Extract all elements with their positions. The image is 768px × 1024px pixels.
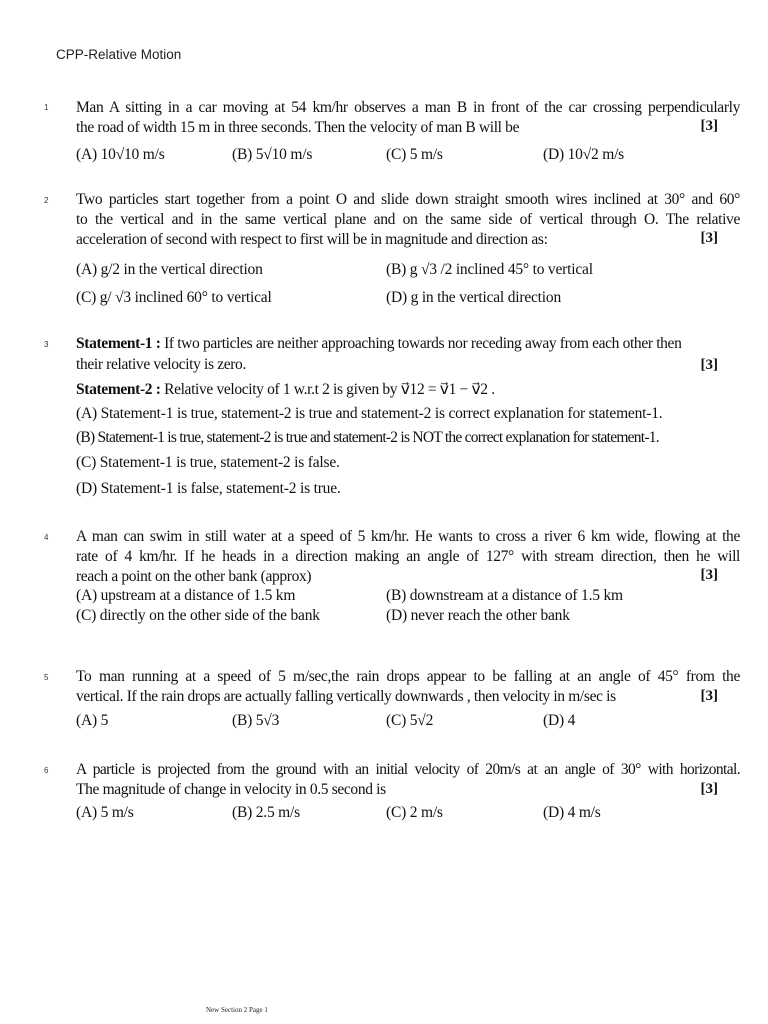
question-text-line: Two particles start together from a point O and slide down straight smooth wires inclined at 30° and 60° xyxy=(76,191,740,208)
option-b: (B) Statement-1 is true, statement-2 is true and statement-2 is NOT the correct explanation for statement-1. xyxy=(76,429,659,446)
question-number: 4 xyxy=(44,533,49,542)
statement-1-text: If two particles are neither approaching towards nor receding away from each other then xyxy=(164,335,682,352)
option-c: (C) Statement-1 is true, statement-2 is false. xyxy=(76,454,340,471)
question-text-line: reach a point on the other bank (approx) xyxy=(76,568,312,585)
option-a: (A) 5 xyxy=(76,712,109,729)
option-a: (A) Statement-1 is true, statement-2 is true and statement-2 is correct explanation for statement-1. xyxy=(76,405,663,422)
question-text-line: A man can swim in still water at a speed of 5 km/hr. He wants to cross a river 6 km wide, flowing at the xyxy=(76,528,740,545)
option-a: (A) 5 m/s xyxy=(76,804,134,821)
option-b: (B) 5√10 m/s xyxy=(232,146,313,163)
option-a: (A) upstream at a distance of 1.5 km xyxy=(76,587,296,604)
marks-label: [3] xyxy=(700,230,718,246)
question-text-line: acceleration of second with respect to first will be in magnitude and direction as: xyxy=(76,231,548,248)
statement-1 xyxy=(76,334,740,354)
option-d: (D) 10√2 m/s xyxy=(543,146,625,163)
option-c: (C) 2 m/s xyxy=(386,804,443,821)
option-a: (A) 10√10 m/s xyxy=(76,146,165,163)
question-text-line: A particle is projected from the ground with an initial velocity of 20m/s at an angle of 30° with horizontal. xyxy=(76,761,740,778)
option-c: (C) 5 m/s xyxy=(386,146,443,163)
marks-label: [3] xyxy=(700,567,718,583)
question-text-line: To man running at a speed of 5 m/sec,the rain drops appear to be falling at an angle of 45° from the xyxy=(76,668,740,685)
option-c: (C) g/ √3 inclined 60° to vertical xyxy=(76,289,272,306)
question-text-line: their relative velocity is zero. xyxy=(76,356,246,373)
question-text-line: The magnitude of change in velocity in 0.5 second is xyxy=(76,781,386,798)
option-d: (D) 4 xyxy=(543,712,576,729)
question-text-line: rate of 4 km/hr. If he heads in a direction making an angle of 127° with stream direction, then he will xyxy=(76,548,740,565)
option-c: (C) directly on the other side of the bank xyxy=(76,607,320,624)
question-number: 1 xyxy=(44,103,49,112)
option-a: (A) g/2 in the vertical direction xyxy=(76,261,263,278)
marks-label: [3] xyxy=(700,688,718,704)
statement-1-label: Statement-1 : xyxy=(76,335,161,352)
option-d: (D) 4 m/s xyxy=(543,804,601,821)
option-b: (B) 5√3 xyxy=(232,712,280,729)
document-title: CPP-Relative Motion xyxy=(56,47,182,62)
marks-label: [3] xyxy=(700,357,718,373)
statement-2-label: Statement-2 : xyxy=(76,381,161,398)
option-b: (B) 2.5 m/s xyxy=(232,804,300,821)
statement-2-formula: v⃗12 = v⃗1 − v⃗2 . xyxy=(400,381,495,398)
question-number: 2 xyxy=(44,196,49,205)
statement-2-text: Relative velocity of 1 w.r.t 2 is given by xyxy=(164,381,398,398)
statement-2 xyxy=(76,380,740,400)
question-text-line: Man A sitting in a car moving at 54 km/hr observes a man B in front of the car crossing perpendicularly xyxy=(76,99,740,116)
option-b: (B) downstream at a distance of 1.5 km xyxy=(386,587,623,604)
option-c: (C) 5√2 xyxy=(386,712,434,729)
option-d: (D) never reach the other bank xyxy=(386,607,570,624)
option-d: (D) Statement-1 is false, statement-2 is true. xyxy=(76,480,341,497)
option-d: (D) g in the vertical direction xyxy=(386,289,561,306)
question-number: 5 xyxy=(44,673,49,682)
question-text-line: vertical. If the rain drops are actually falling vertically downwards , then velocity in m/sec is xyxy=(76,688,616,705)
question-number: 6 xyxy=(44,766,49,775)
question-text-line: to the vertical and in the same vertical plane and on the same side of vertical through O. The relative xyxy=(76,211,740,228)
page-footer: New Section 2 Page 1 xyxy=(206,1006,268,1014)
marks-label: [3] xyxy=(700,118,718,134)
question-number: 3 xyxy=(44,340,49,349)
option-b: (B) g √3 /2 inclined 45° to vertical xyxy=(386,261,593,278)
question-text-line: the road of width 15 m in three seconds. Then the velocity of man B will be xyxy=(76,119,520,136)
marks-label: [3] xyxy=(700,781,718,797)
